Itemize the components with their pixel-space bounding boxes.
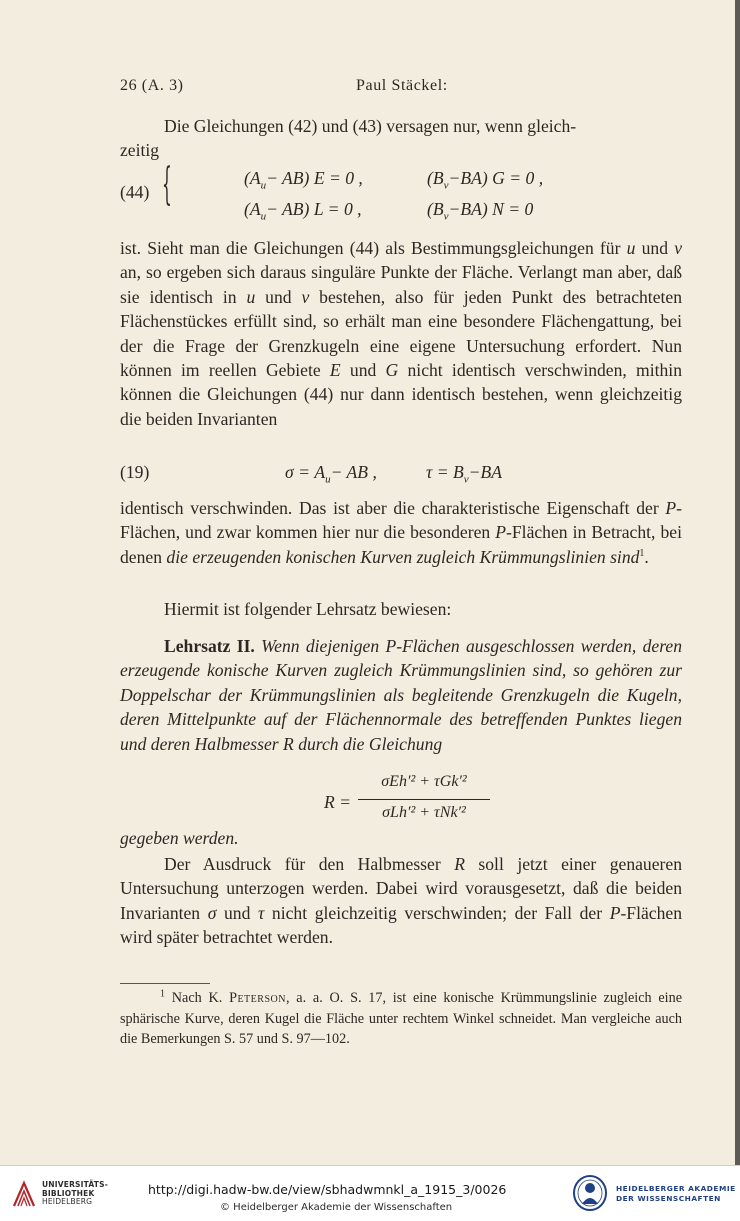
paragraph-p-surfaces: identisch verschwinden. Das ist aber die charakteristische Eigenschaft der P-Flächen, und zwar kommen hier nur die besonderen P-Flächen in Betracht, bei denen die erzeugenden konischen Kurven zugleich Krümmungslinien sind$^1$.: [120, 498, 682, 567]
intro-paragraph: Die Gleichungen (42) und (43) versagen nur, wenn gleich- zeitig: [120, 116, 577, 161]
equation-44-line1-right: $(B_v-BA) G = 0$ ,: [427, 168, 544, 192]
paragraph-radius: Der Ausdruck für den Halbmesser R soll jetzt einer genaueren Untersuchung unterzogen werden. Dabei wird vorausgesetzt, daß die beiden Invarianten σ und τ nicht gleichzeitig verschwinden; der Fall der P-Flächen wird später betrachtet werden.: [120, 854, 683, 948]
permalink-url[interactable]: http://digi.hadw-bw.de/view/sbhadwmnkl_a_1915_3/0026: [148, 1182, 507, 1197]
formula-radius: [320, 770, 500, 830]
given-line: gegeben werden.: [120, 828, 239, 848]
paragraph-proved: Hiermit ist folgender Lehrsatz bewiesen:: [164, 599, 452, 619]
page-number: 26 (A. 3): [120, 77, 184, 94]
theorem-label: Lehrsatz II.: [164, 636, 255, 656]
theorem-text: Wenn diejenigen P-Flächen ausgeschlossen werden, deren erzeugende konische Kurven zugleich Krümmungslinien sind, so gehören zur Doppelschar der Krümmungslinien als begleitende Grenzkugeln die Kugeln, deren Mittelpunkte auf der Flächennormale des betreffenden Punktes liegen und deren Halbmesser R durch die Gleichung: [120, 636, 682, 754]
equation-19-tau: $\tau = B_v-BA$: [426, 462, 502, 486]
academy-name: HEIDELBERGER AKADEMIE DER WISSENSCHAFTEN: [616, 1184, 736, 1203]
running-head-author: Paul Stäckel:: [356, 77, 448, 94]
equation-44-line2-right: $(B_v-BA) N = 0$: [427, 199, 534, 223]
footnote-reference: 1: [639, 547, 645, 559]
theorem-2: [120, 634, 682, 756]
paragraph-invariants: ist. Sieht man die Gleichungen (44) als Bestimmungsgleichungen für u und v an, so ergeben sich daraus singuläre Punkte der Fläche. Verlangt man aber, daß sie identisch in u und v bestehen, also für jeden Punkt des betrachteten Flächenstückes erfüllt sind, so erhält man eine besondere Flächengattung, bei der die Frage der Grenzkugeln eine eigene Untersuchung erfordert. Nun können im reellen Gebiete E und G nicht identisch verschwinden, mithin können die Gleichungen (44) nur dann identisch bestehen, wenn gleichzeitig die beiden Invarianten: [120, 238, 682, 429]
viewer-footer: [0, 1165, 740, 1221]
equation-number-44: (44): [120, 182, 150, 202]
equation-44-line2-left: $(A_u- AB) L = 0$ ,: [244, 199, 362, 223]
equation-brace: {: [162, 159, 172, 210]
equation-44-line1-left: $(A_u- AB) E = 0$ ,: [244, 168, 363, 192]
university-library-logo-icon[interactable]: [10, 1180, 38, 1208]
copyright-notice: © Heidelberger Akademie der Wissenschaften: [220, 1202, 453, 1213]
fraction-bar: [358, 799, 490, 800]
scan-edge: [735, 0, 740, 1165]
footnote-rule: [120, 983, 210, 984]
formula-lhs: R =: [324, 792, 352, 812]
formula-numerator: σEh′² + τGk′²: [381, 773, 467, 790]
footnote: $^1$ Nach K. Peterson, a. a. O. S. 17, ist eine konische Krümmungslinie zugleich eine sphärische Kurve, deren Kugel die Fläche unter rechtem Winkel schneidet. Man vergleiche auch die Bemerkungen S. 57 und S. 97—102.: [120, 988, 682, 1048]
academy-seal-icon[interactable]: [572, 1174, 608, 1212]
equation-number-19: (19): [120, 462, 150, 482]
university-library-name: UNIVERSITÄTS- BIBLIOTHEK HEIDELBERG: [42, 1180, 109, 1206]
equation-19-sigma: $\sigma = A_u-$ AB ,: [285, 462, 377, 486]
formula-denominator: σLh′² + τNk′²: [382, 804, 466, 821]
